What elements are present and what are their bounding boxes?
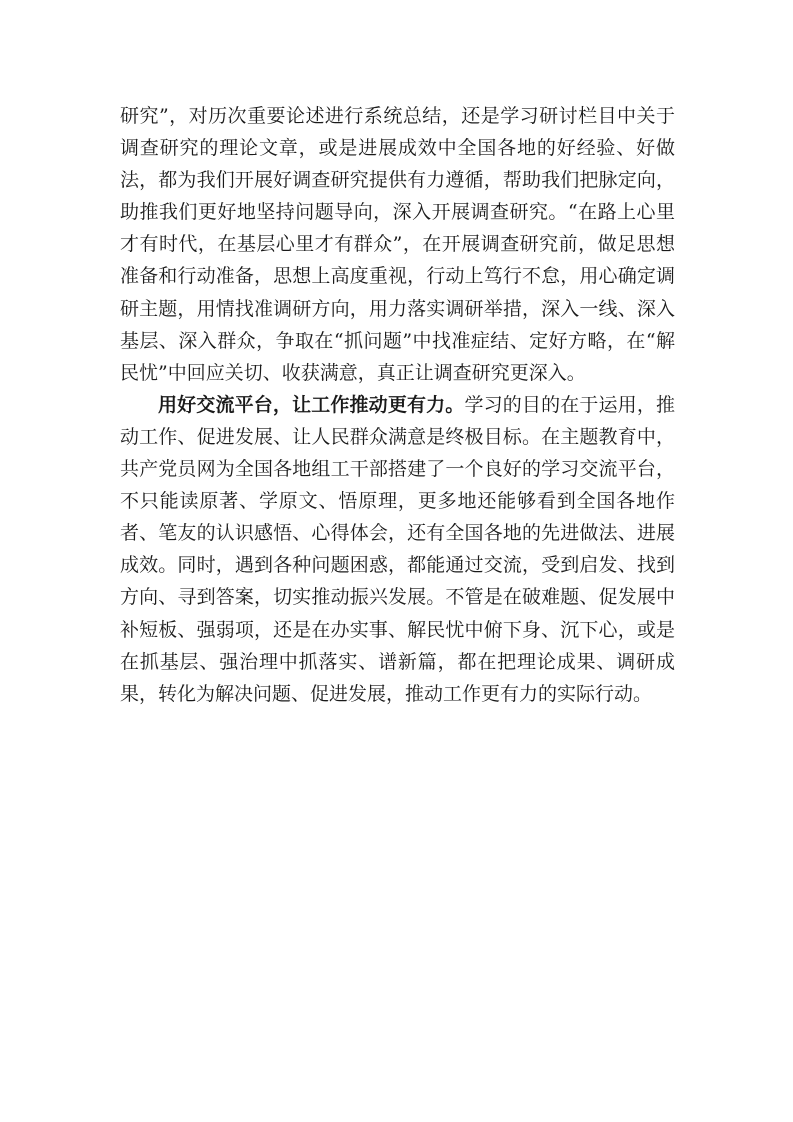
paragraph-exchange-platform [120,389,675,710]
paragraph-continuation [120,100,675,389]
paragraph-text: 研究”，对历次重要论述进行系统总结，还是学习研讨栏目中关于调查研究的理论文章，或是进展成效中全国各地的好经验、好做法，都为我们开展好调查研究提供有力遵循，帮助我们把脉定向，助推我们更好地坚持问题导向，深入开展调查研究。“在路上心里才有时代，在基层心里才有群众”，在开展调查研究前，做足思想准备和行动准备，思想上高度重视，行动上笃行不怠，用心确定调研主题，用情找准调研方向，用力落实调研举措，深入一线、深入基层、深入群众，争取在“抓问题”中找准症结、定好方略，在“解民忧”中回应关切、收获满意，真正让调查研究更深入。 [120,105,675,384]
paragraph-lead-heading: 用好交流平台，让工作推动更有力。 [158,393,465,416]
document-body [120,100,675,710]
paragraph-text: 学习的目的在于运用，推动工作、促进发展、让人民群众满意是终极目标。在主题教育中，共产党员网为全国各地组工干部搭建了一个良好的学习交流平台，不只能读原著、学原文、悟原理，更多地还能够看到全国各地作者、笔友的认识感悟、心得体会，还有全国各地的先进做法、进展成效。同时，遇到各种问题困惑，都能通过交流，受到启发、找到方向、寻到答案，切实推动振兴发展。不管是在破难题、促发展中补短板、强弱项，还是在办实事、解民忧中俯下身、沉下心，或是在抓基层、强治理中抓落实、谱新篇，都在把理论成果、调研成果，转化为解决问题、促进发展，推动工作更有力的实际行动。 [120,393,675,705]
